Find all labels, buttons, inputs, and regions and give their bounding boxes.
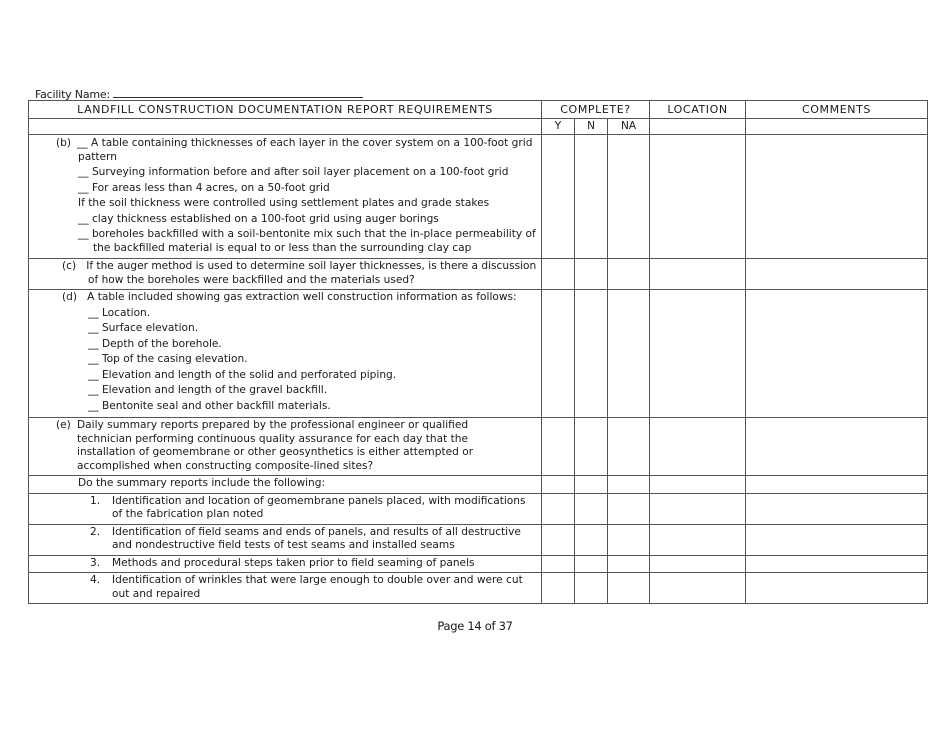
requirement-cell: [29, 476, 542, 494]
yes-cell[interactable]: [542, 476, 575, 494]
comments-cell[interactable]: [746, 524, 928, 555]
comments-cell[interactable]: [746, 135, 928, 259]
yes-cell[interactable]: [542, 555, 575, 573]
list-item: __ Location.: [88, 306, 151, 319]
item-label: (c): [62, 260, 77, 272]
location-cell[interactable]: [650, 555, 746, 573]
location-cell[interactable]: [650, 290, 746, 418]
yes-cell[interactable]: [542, 418, 575, 476]
list-item: __ Elevation and length of the gravel backfill.: [88, 384, 328, 396]
list-item: __ Bentonite seal and other backfill materials.: [88, 399, 331, 412]
yes-cell[interactable]: [542, 290, 575, 418]
na-cell[interactable]: [608, 573, 650, 604]
item-label: (b): [56, 137, 71, 149]
list-item: __ Elevation and length of the solid and perforated piping.: [88, 368, 397, 381]
no-cell[interactable]: [575, 259, 608, 290]
na-cell[interactable]: [608, 259, 650, 290]
blank-subheader: [29, 119, 542, 135]
comments-cell[interactable]: [746, 555, 928, 573]
table-row: [29, 573, 928, 604]
requirement-text: Identification of field seams and ends of panels, and results of all destructive and nondestructive field tests of test seams and installed seams: [112, 525, 521, 551]
location-cell[interactable]: [650, 135, 746, 259]
requirement-text: If the soil thickness were controlled using settlement plates and grade stakes: [78, 197, 490, 209]
comments-cell[interactable]: [746, 476, 928, 494]
item-number: 1.: [90, 494, 101, 507]
page-number: Page 14 of 37: [437, 619, 513, 633]
requirement-text: A table included showing gas extraction well construction information as follows:: [87, 291, 517, 303]
list-item: __ Surface elevation.: [88, 322, 199, 334]
table-row: [29, 290, 928, 418]
no-subheader: N: [575, 119, 608, 135]
requirement-cell: [29, 493, 542, 524]
requirement-text: of how the boreholes were backfilled and the materials used?: [88, 273, 415, 286]
item-number: 2.: [90, 525, 101, 538]
no-cell[interactable]: [575, 524, 608, 555]
no-cell[interactable]: [575, 493, 608, 524]
facility-name-label: Facility Name:: [35, 88, 110, 101]
no-cell[interactable]: [575, 290, 608, 418]
table-row: [29, 418, 928, 476]
requirement-text: pattern: [78, 150, 117, 163]
yes-cell[interactable]: [542, 493, 575, 524]
no-cell[interactable]: [575, 476, 608, 494]
comments-cell[interactable]: [746, 259, 928, 290]
location-cell[interactable]: [650, 418, 746, 476]
complete-header: COMPLETE?: [542, 101, 650, 119]
requirement-text: Daily summary reports prepared by the professional engineer or qualified technician performing continuous quality assurance for each day that the installation of geomembrane or other geosynthetics is either attempted or accomplished when constructing composite-lined sites?: [77, 419, 474, 472]
requirements-table: [28, 100, 928, 604]
na-cell[interactable]: [608, 476, 650, 494]
facility-name-blank[interactable]: [113, 87, 363, 98]
location-cell[interactable]: [650, 524, 746, 555]
table-row: [29, 135, 928, 259]
requirements-header: LANDFILL CONSTRUCTION DOCUMENTATION REPORT REQUIREMENTS: [29, 101, 542, 119]
requirement-cell: [29, 290, 542, 418]
requirement-cell: [29, 555, 542, 573]
comments-header: COMMENTS: [746, 101, 928, 119]
blank-subheader: [650, 119, 746, 135]
comments-cell[interactable]: [746, 290, 928, 418]
requirement-cell: [29, 524, 542, 555]
comments-cell[interactable]: [746, 493, 928, 524]
no-cell[interactable]: [575, 135, 608, 259]
yes-cell[interactable]: [542, 573, 575, 604]
requirement-text: __ A table containing thicknesses of each layer in the cover system on a 100-foot grid: [77, 137, 533, 149]
requirement-text: the backfilled material is equal to or less than the surrounding clay cap: [93, 241, 472, 254]
requirement-text: __ Surveying information before and after soil layer placement on a 100-foot grid: [78, 166, 509, 178]
requirement-text: Identification of wrinkles that were large enough to double over and were cut out and repaired: [112, 574, 523, 600]
table-row: [29, 476, 928, 494]
blank-subheader: [746, 119, 928, 135]
requirement-text: Methods and procedural steps taken prior to field seaming of panels: [112, 556, 475, 569]
na-cell[interactable]: [608, 555, 650, 573]
na-subheader: NA: [608, 119, 650, 135]
item-number: 3.: [90, 556, 101, 569]
comments-cell[interactable]: [746, 573, 928, 604]
requirement-text: __ For areas less than 4 acres, on a 50-foot grid: [78, 181, 330, 194]
na-cell[interactable]: [608, 418, 650, 476]
requirement-text: If the auger method is used to determine soil layer thicknesses, is there a discussion: [86, 260, 537, 272]
requirement-text: __ boreholes backfilled with a soil-bentonite mix such that the in-place permeability of: [78, 228, 536, 240]
requirement-text: Do the summary reports include the following:: [78, 477, 326, 489]
location-cell[interactable]: [650, 493, 746, 524]
comments-cell[interactable]: [746, 418, 928, 476]
location-cell[interactable]: [650, 573, 746, 604]
yes-subheader: Y: [542, 119, 575, 135]
table-row: [29, 259, 928, 290]
facility-name-field: [35, 87, 363, 101]
location-header: LOCATION: [650, 101, 746, 119]
location-cell[interactable]: [650, 476, 746, 494]
yes-cell[interactable]: [542, 135, 575, 259]
table-row: [29, 524, 928, 555]
list-item: __ Top of the casing elevation.: [88, 353, 248, 365]
requirement-cell: [29, 259, 542, 290]
item-label: (d): [62, 291, 77, 303]
na-cell[interactable]: [608, 524, 650, 555]
table-row: [29, 555, 928, 573]
na-cell[interactable]: [608, 290, 650, 418]
item-label: (e): [56, 419, 71, 431]
yes-cell[interactable]: [542, 259, 575, 290]
subheader-row: [29, 119, 928, 135]
yes-cell[interactable]: [542, 524, 575, 555]
requirement-cell: [29, 573, 542, 604]
requirement-cell: [29, 135, 542, 259]
no-cell[interactable]: [575, 555, 608, 573]
table-row: [29, 493, 928, 524]
header-row: [29, 101, 928, 119]
na-cell[interactable]: [608, 493, 650, 524]
item-number: 4.: [90, 574, 101, 586]
no-cell[interactable]: [575, 418, 608, 476]
requirement-text: __ clay thickness established on a 100-foot grid using auger borings: [78, 212, 439, 225]
na-cell[interactable]: [608, 135, 650, 259]
requirement-text: Identification and location of geomembrane panels placed, with modifications of the fabrication plan noted: [112, 494, 526, 520]
location-cell[interactable]: [650, 259, 746, 290]
requirement-cell: [29, 418, 542, 476]
no-cell[interactable]: [575, 573, 608, 604]
list-item: __ Depth of the borehole.: [88, 337, 222, 350]
